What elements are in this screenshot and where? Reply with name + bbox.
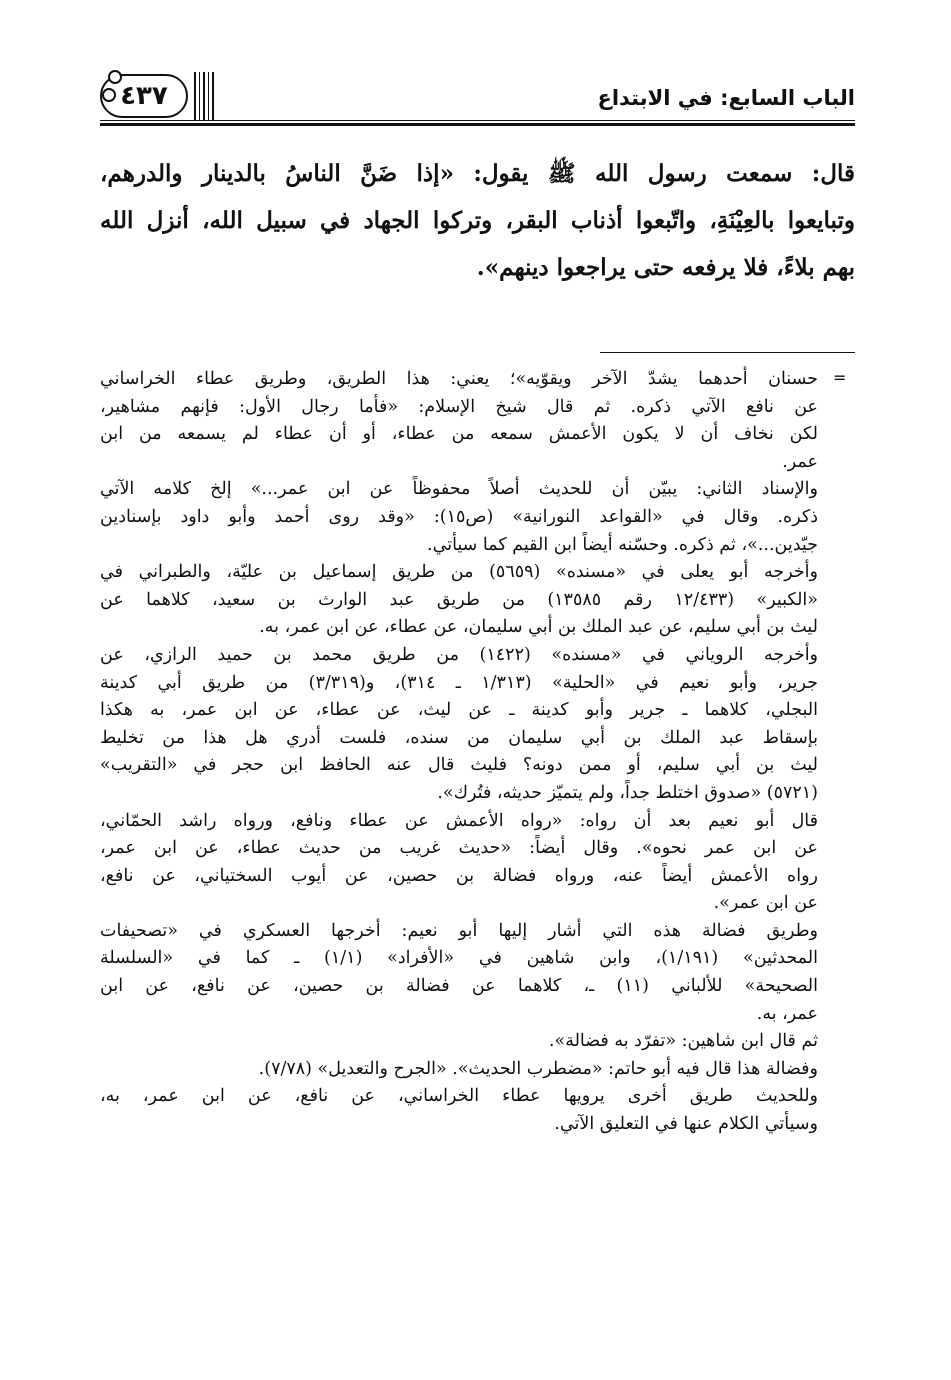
ornament-dot-icon — [102, 88, 116, 102]
footnote-line: وللحديث طريق أخرى يرويها عطاء الخراساني، عن نافع، عن ابن عمر، به، — [100, 1086, 818, 1107]
footnote-line: وأخرجه الروياني في «مسنده» (١٤٢٢) من طريق محمد بن حميد الرازي، عن — [100, 644, 818, 665]
footnote-line: عن ابن عمر». — [713, 893, 818, 914]
footnote-line: عمر. — [782, 451, 818, 472]
main-line: قال: سمعت رسول الله ﷺ يقول: «إذا ضَنَّ الناسُ بالدينار والدرهم، — [100, 160, 855, 187]
footnote-line: البجلي، كلاهما ـ جرير وأبو كدينة ـ عن ليث، عن عطاء، عن ابن عمر، به هكذا — [100, 700, 818, 721]
footnote-continuation-mark: = — [833, 368, 847, 387]
footnote-line: جيّدين...»، ثم ذكره. وحسّنه أيضاً ابن القيم كما سيأتي. — [427, 534, 818, 555]
footnote-line: ليث بن أبي سليم، عن عبد الملك بن أبي سليمان، عن عطاء، عن ابن عمر، به. — [259, 617, 818, 638]
chapter-title: الباب السابع: في الابتداع — [597, 86, 855, 110]
ornament-bars — [194, 72, 214, 120]
footnote-line: جرير، وأبو نعيم في «الحلية» (١/٣١٣ ـ ٣١٤)، و(٣/٣١٩) من طريق أبي كدينة — [100, 672, 818, 693]
ornament-dot-icon — [108, 70, 122, 84]
footnote-line: ثم قال ابن شاهين: «تفرّد به فضالة». — [548, 1031, 818, 1052]
footnote-line: وطريق فضالة هذه التي أشار إليها أبو نعيم: أخرجها العسكري في «تصحيفات — [100, 920, 818, 941]
footnote-block — [100, 366, 818, 1139]
main-line: بهم بلاءً، فلا يرفعه حتى يراجعوا دينهم». — [476, 254, 855, 281]
footnote-line: بإسقاط عبد الملك بن أبي سليمان من سنده، فلست أدري هل هذا من تخليط — [100, 727, 818, 748]
footnote-line: وسيأتي الكلام عنها في التعليق الآتي. — [554, 1114, 818, 1135]
main-text — [100, 150, 855, 291]
footnote-line: عن ابن عمر نحوه». وقال أيضاً: «حديث غريب من حديث عطاء، عن ابن عمر، — [100, 838, 818, 859]
footnote-line: (٥٧٢١) «صدوق اختلط جداً، ولم يتميّز حديثه، فتُرك». — [437, 782, 818, 803]
footnote-line: المحدثين» (١/١٩١)، وابن شاهين في «الأفراد» (١/١) ـ كما في «السلسلة — [100, 948, 818, 969]
footnote-line: ذكره. وقال في «القواعد النورانية» (ص١٥): «وقد روى أحمد وأبو داود بإسنادين — [100, 506, 818, 527]
footnote-line: وفضالة هذا قال فيه أبو حاتم: «مضطرب الحديث». «الجرح والتعديل» (٧/٧٨). — [258, 1058, 818, 1079]
footnote-line: «الكبير» (١٢/٤٣٣ رقم ١٣٥٨٥) من طريق عبد الوارث بن سعيد، كلاهما عن — [100, 589, 818, 610]
header-rule-thin — [100, 120, 855, 121]
footnote-line: لكن نخاف أن لا يكون الأعمش سمعه من عطاء، أو أن عطاء لم يسمعه من ابن — [100, 424, 818, 445]
footnote-line: ليث بن أبي سليم، أو ممن دونه؟ فليث قال عنه الحافظ ابن حجر في «التقريب» — [100, 755, 818, 776]
footnote-line: الصحيحة» للألباني (١١) ـ، كلاهما عن فضالة بن حصين، عن نافع، عن ابن — [100, 976, 818, 997]
footnote-line: عن نافع الآتي ذكره. ثم قال شيخ الإسلام: «فأما رجال الأول: فإنهم مشاهير، — [100, 396, 818, 417]
page-header — [100, 70, 855, 126]
footnote-line: والإسناد الثاني: يبيّن أن للحديث أصلاً محفوظاً عن ابن عمر...» إلخ كلامه الآتي — [100, 479, 818, 500]
footnote-separator — [600, 352, 855, 353]
footnote-line: قال أبو نعيم بعد أن رواه: «رواه الأعمش عن عطاء ونافع، ورواه راشد الحمّاني، — [100, 810, 818, 831]
page-number: ٤٣٧ — [120, 81, 168, 111]
footnote-line: حسنان أحدهما يشدّ الآخر ويقوّيه»؛ يعني: هذا الطريق، وطريق عطاء الخراساني — [100, 369, 818, 389]
header-rule — [100, 123, 855, 126]
footnote-line: وأخرجه أبو يعلى في «مسنده» (٥٦٥٩) من طريق إسماعيل بن عليّة، والطبراني في — [100, 562, 818, 583]
footnote-line: رواه الأعمش أيضاً عنه، ورواه فضالة بن حصين، عن أيوب السختياني، عن نافع، — [100, 865, 818, 886]
main-line: وتبايعوا بالعِيْنَةِ، واتّبعوا أذناب البقر، وتركوا الجهاد في سبيل الله، أنزل الله — [100, 207, 855, 234]
footnote-line: عمر، به. — [756, 1003, 818, 1024]
